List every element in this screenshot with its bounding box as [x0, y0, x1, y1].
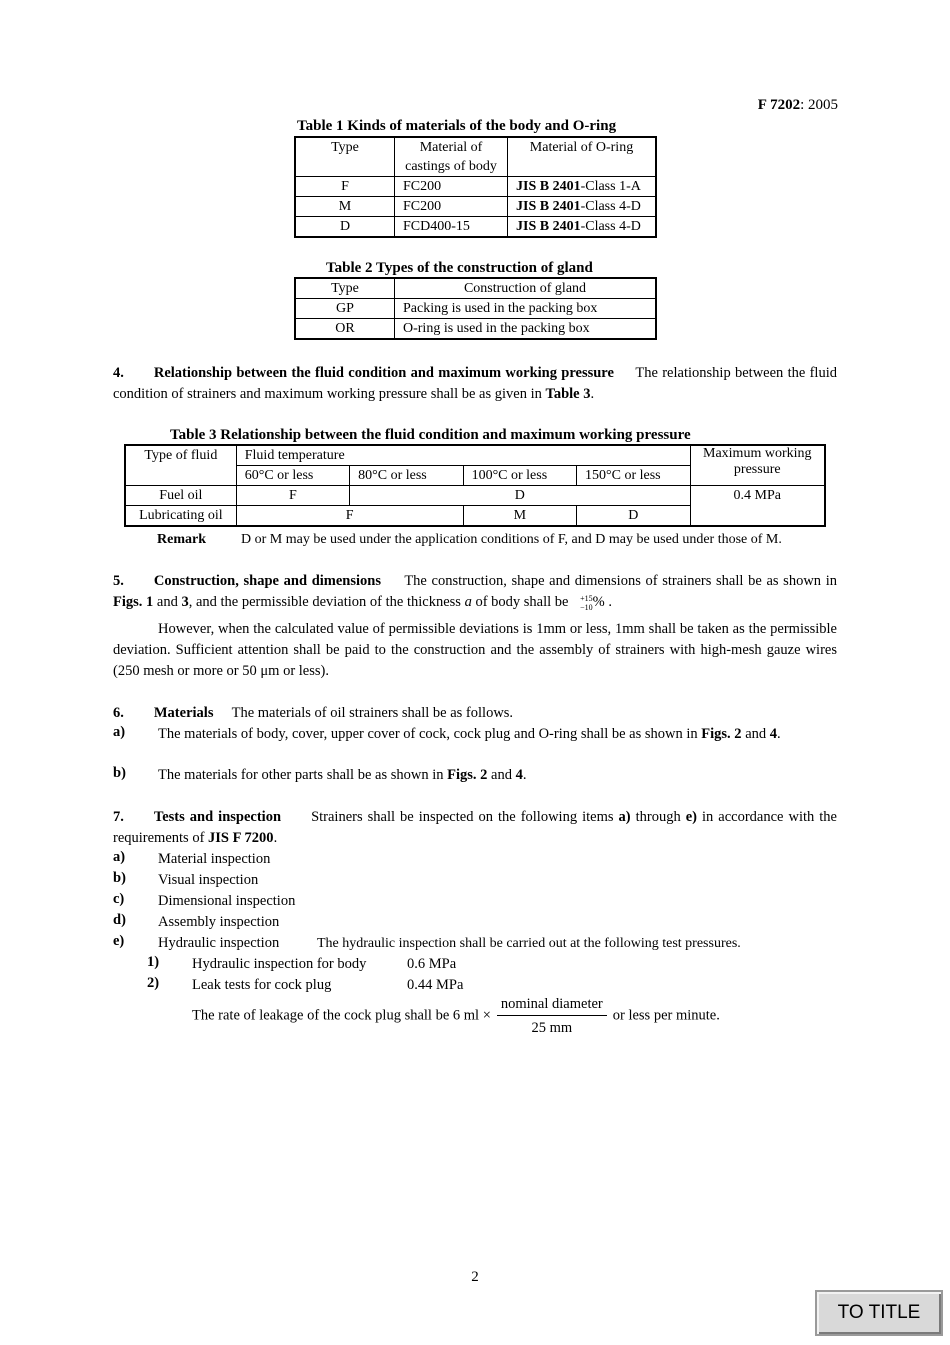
table-header-cell: 60°C or less	[236, 466, 349, 486]
table-header-cell: Fluid temperature	[236, 445, 690, 466]
section-4	[113, 363, 837, 405]
figure-ref: Figs. 2	[447, 767, 488, 783]
table-header-cell: Type	[295, 278, 395, 299]
figure-ref: Figs. 2	[701, 726, 742, 742]
table-header-cell: Material of castings of body	[395, 137, 508, 177]
standard-ref: JIS B 2401	[516, 199, 581, 214]
table-row	[125, 445, 825, 466]
standard-ref: JIS B 2401	[516, 219, 581, 234]
table-cell: D	[577, 506, 690, 527]
table-cell: 0.4 MPa	[690, 486, 825, 527]
remark-label: Remark	[157, 532, 206, 547]
section-text: , and the permissible deviation of the thickness	[188, 594, 465, 610]
table-row	[295, 299, 656, 319]
punct: .	[273, 830, 278, 846]
section-title: Relationship between the fluid condition and maximum working pressure	[153, 365, 614, 381]
list-label: c)	[113, 891, 125, 907]
list-label: d)	[113, 912, 126, 928]
table-row	[295, 217, 656, 238]
section-7	[113, 807, 837, 849]
formula-text: The rate of leakage of the cock plug shall be 6 ml ×	[192, 1007, 491, 1024]
section-number: 4.	[113, 365, 124, 381]
fraction-denominator: 25 mm	[531, 1020, 573, 1036]
tolerance	[580, 594, 593, 612]
section-text: The construction, shape and dimensions of strainers shall be as shown in	[404, 573, 837, 589]
table3-remark	[157, 532, 782, 548]
section-number: 7.	[113, 809, 124, 825]
standard-ref: JIS B 2401	[516, 179, 581, 194]
section-text: of body shall be	[471, 594, 573, 610]
table-cell	[508, 197, 657, 217]
table-cell: Packing is used in the packing box	[395, 299, 657, 319]
list-label: b)	[113, 765, 126, 781]
table-cell: D	[295, 217, 395, 238]
fraction-numerator: nominal diameter	[497, 994, 607, 1016]
leakage-formula	[192, 994, 720, 1038]
section-title: Tests and inspection	[153, 809, 282, 825]
doc-year: : 2005	[800, 97, 838, 113]
section-text: The relationship between the fluid condition of strainers and maximum working pressure shall be as given in	[113, 365, 837, 402]
remark-text: D or M may be used under the application conditions of F, and D may be used under those of M.	[241, 532, 782, 547]
section-5-paragraph: However, when the calculated value of permissible deviations is 1mm or less, 1mm shall be taken as the permissible deviation. Sufficient attention shall be paid to the construction and the assembly of strainers with high-mesh gauze wires (250 mesh or more or 50 μm or less).	[113, 621, 837, 679]
doc-number: F 7202	[757, 97, 801, 113]
section-text: and	[153, 594, 182, 610]
sub-list-label: 2)	[147, 975, 160, 991]
section-title: Materials	[153, 705, 214, 721]
class-text: -Class 1-A	[580, 179, 641, 194]
table-cell: OR	[295, 319, 395, 340]
list-label: e)	[113, 933, 125, 949]
class-text: -Class 4-D	[580, 219, 641, 234]
list-item	[158, 724, 837, 745]
variable: a	[464, 594, 472, 610]
list-item: Assembly inspection	[158, 914, 280, 930]
table-header-cell: Type of fluid	[125, 445, 236, 486]
table-cell: FC200	[395, 177, 508, 197]
page-number: 2	[471, 1269, 479, 1285]
tolerance-plus: +15	[580, 593, 593, 603]
section-text: Strainers shall be inspected on the following items	[311, 809, 619, 825]
section-number: 5.	[113, 573, 124, 589]
table-header-cell: Material of O-ring	[508, 137, 657, 177]
table-header-cell: Maximum working pressure	[690, 445, 825, 486]
list-item: Dimensional inspection	[158, 893, 296, 909]
punct: .	[777, 726, 781, 742]
section-text: The materials of oil strainers shall be as follows.	[231, 705, 514, 721]
section-text: through	[630, 809, 686, 825]
table-cell: M	[463, 506, 576, 527]
table-cell: D	[350, 486, 690, 506]
class-text: -Class 4-D	[580, 199, 641, 214]
section-6	[113, 703, 837, 724]
punct: .	[522, 767, 527, 783]
figure-ref: 3	[181, 594, 189, 610]
table1	[294, 136, 657, 238]
list-item	[158, 765, 837, 786]
table-ref: Table 3	[545, 386, 591, 402]
table2	[294, 277, 657, 340]
table-row	[295, 319, 656, 340]
table3	[124, 444, 826, 527]
list-item-description: The hydraulic inspection shall be carried out at the following test pressures.	[317, 936, 741, 951]
table-cell	[508, 217, 657, 238]
punct: .	[590, 386, 595, 402]
list-text: and	[487, 767, 516, 783]
table-cell: FCD400-15	[395, 217, 508, 238]
item-ref: e)	[685, 809, 697, 825]
table-row	[295, 137, 656, 177]
section-text: in accordance with the requirements of	[113, 809, 837, 846]
table-header-cell: 150°C or less	[577, 466, 690, 486]
table-row	[295, 278, 656, 299]
table2-caption: Table 2 Types of the construction of gland	[326, 260, 593, 276]
table-cell: Fuel oil	[125, 486, 236, 506]
list-item: Material inspection	[158, 851, 271, 867]
table-header-cell: 80°C or less	[350, 466, 463, 486]
list-label: b)	[113, 870, 126, 886]
section-5	[113, 571, 837, 613]
test-pressure-value: 0.44 MPa	[407, 977, 464, 993]
figure-ref: 4	[769, 726, 777, 742]
sub-list-label: 1)	[147, 954, 160, 970]
document-id	[758, 97, 838, 114]
list-item: Hydraulic inspection	[158, 935, 280, 951]
table-header-cell: Type	[295, 137, 395, 177]
sub-list-item: Hydraulic inspection for body	[192, 956, 367, 972]
list-item: Visual inspection	[158, 872, 259, 888]
sub-list-item: Leak tests for cock plug	[192, 977, 332, 993]
list-label: a)	[113, 724, 126, 740]
table-cell: M	[295, 197, 395, 217]
table-row	[295, 197, 656, 217]
list-text: The materials for other parts shall be as shown in	[158, 767, 448, 783]
percent: % .	[592, 594, 612, 610]
table-row	[295, 177, 656, 197]
table-cell: F	[236, 486, 349, 506]
test-pressure-value: 0.6 MPa	[407, 956, 457, 972]
table-cell: GP	[295, 299, 395, 319]
figure-ref: Figs. 1	[113, 594, 154, 610]
table-cell: O-ring is used in the packing box	[395, 319, 657, 340]
table-row	[125, 486, 825, 506]
list-label: a)	[113, 849, 126, 865]
tolerance-minus: −10	[580, 602, 593, 612]
table3-caption: Table 3 Relationship between the fluid condition and maximum working pressure	[170, 427, 691, 443]
fraction	[497, 994, 607, 1038]
standard-ref: JIS F 7200	[208, 830, 274, 846]
section-title: Construction, shape and dimensions	[153, 573, 381, 589]
item-ref: a)	[618, 809, 631, 825]
table-cell: F	[295, 177, 395, 197]
table-cell: Lubricating oil	[125, 506, 236, 527]
list-text: The materials of body, cover, upper cover of cock, cock plug and O-ring shall be as shown in	[158, 726, 702, 742]
table1-caption: Table 1 Kinds of materials of the body and O-ring	[297, 118, 617, 134]
table-cell	[508, 177, 657, 197]
formula-text: or less per minute.	[612, 1007, 720, 1024]
figure-ref: 4	[515, 767, 523, 783]
to-title-button[interactable]: TO TITLE	[815, 1290, 943, 1336]
table-header-cell: Construction of gland	[395, 278, 657, 299]
list-text: and	[741, 726, 770, 742]
table-cell: F	[236, 506, 463, 527]
section-number: 6.	[113, 705, 124, 721]
table-cell: FC200	[395, 197, 508, 217]
table-header-cell: 100°C or less	[463, 466, 576, 486]
